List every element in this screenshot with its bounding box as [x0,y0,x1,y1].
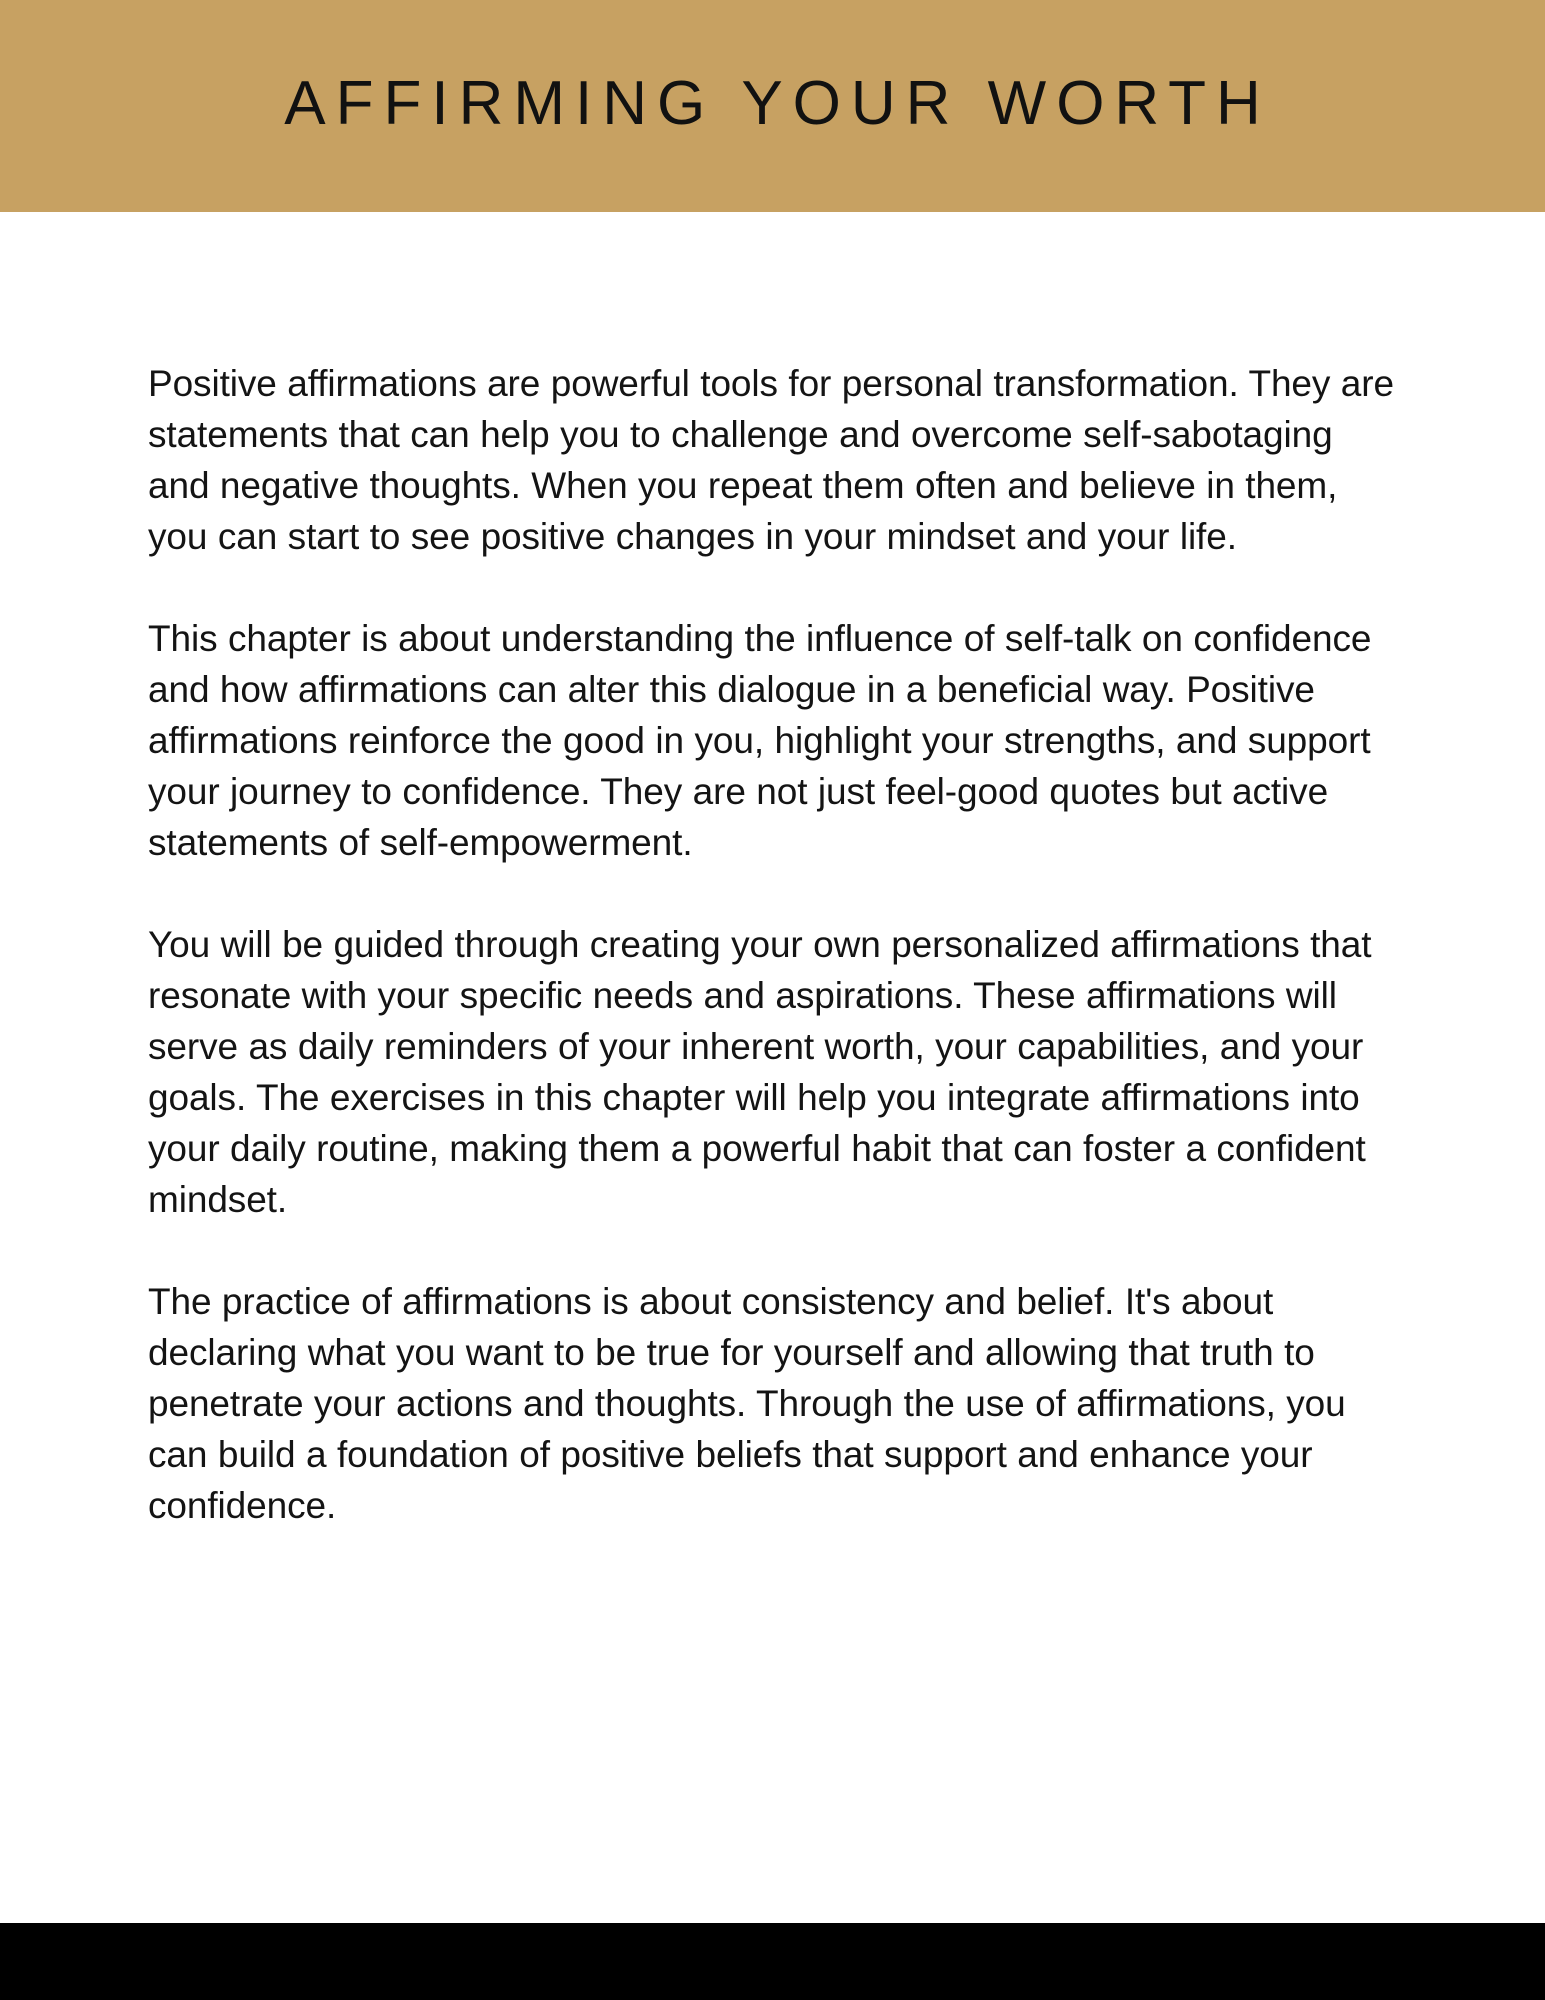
body-paragraph: The practice of affirmations is about consistency and belief. It's about declaring what you want to be true for yourself and allowing that truth to penetrate your actions and thoughts. Through the use of affirmations, you can build a foundation of positive beliefs that support and enhance your confidence. [148,1281,1346,1526]
page-title: AFFIRMING YOUR WORTH [284,69,1271,138]
body-content [148,358,1400,1531]
body-paragraph: Positive affirmations are powerful tools for personal transformation. They are statements that can help you to challenge and overcome self-sabotaging and negative thoughts. When you repeat them often and believe in them, you can start to see positive changes in your mindset and your life. [148,363,1394,557]
page-footer-bar [0,1923,1545,2000]
page-header-band [0,0,1545,212]
body-paragraph: This chapter is about understanding the influence of self-talk on confidence and how affirmations can alter this dialogue in a beneficial way. Positive affirmations reinforce the good in you, highlight your strengths, and support your journey to confidence. They are not just feel-good quotes but active statements of self-empowerment. [148,618,1372,863]
body-paragraph: You will be guided through creating your own personalized affirmations that resonate with your specific needs and aspirations. These affirmations will serve as daily reminders of your inherent worth, your capabilities, and your goals. The exercises in this chapter will help you integrate affirmations into your daily routine, making them a powerful habit that can foster a confident mindset. [148,924,1372,1220]
